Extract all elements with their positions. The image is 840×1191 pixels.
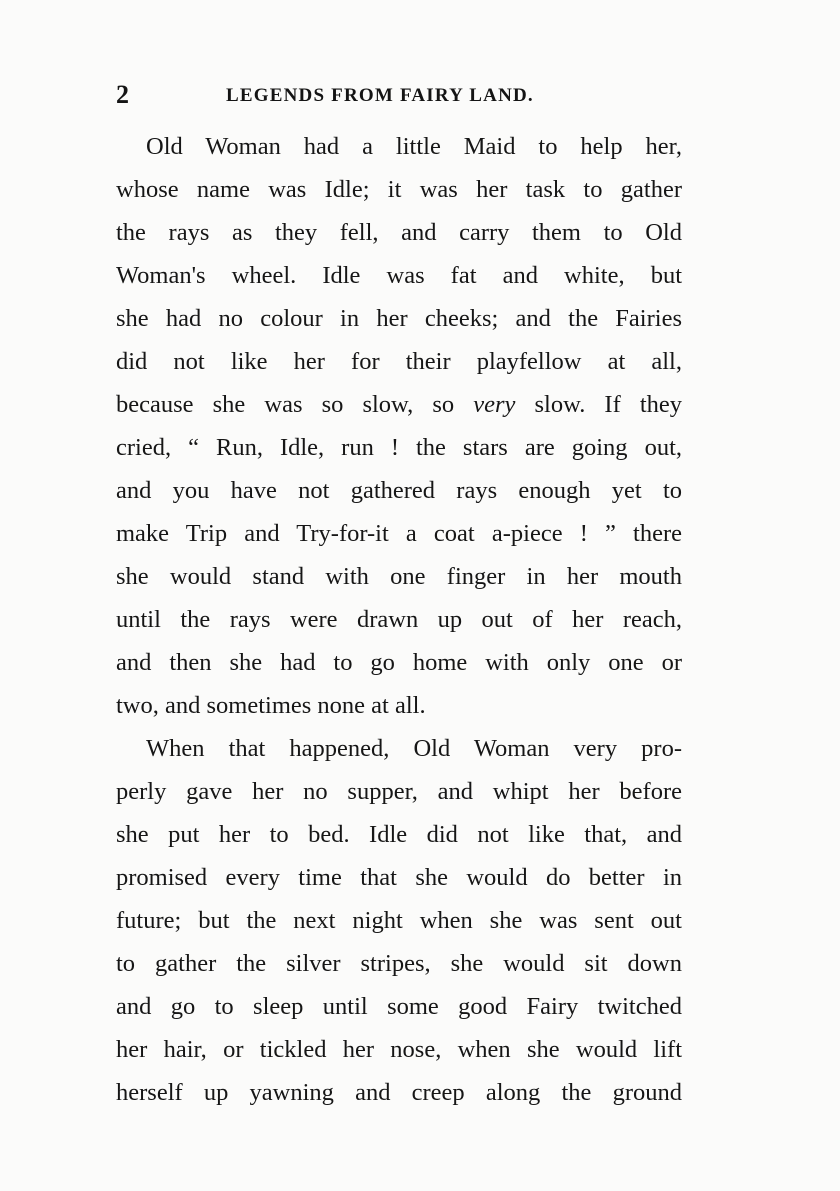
text-line: herself up yawning and creep along the ground — [116, 1079, 682, 1106]
text-line: until the rays were drawn up out of her reach, — [116, 606, 682, 633]
text-fragment: because she was so slow, so — [116, 391, 455, 418]
text-line: and then she had to go home with only one or — [116, 649, 682, 676]
text-line: she would stand with one finger in her mouth — [116, 563, 682, 590]
text-line: she put her to bed. Idle did not like that, and — [116, 821, 682, 848]
text-line: future; but the next night when she was sent out — [116, 907, 682, 934]
page-header — [116, 80, 682, 110]
text-line: promised every time that she would do better in — [116, 864, 682, 891]
text-line: make Trip and Try-for-it a coat a-piece ! ” there — [116, 520, 682, 547]
text-line: When that happened, Old Woman very pro- — [146, 735, 682, 762]
text-line: whose name was Idle; it was her task to gather — [116, 176, 682, 203]
emphasized-word: very — [473, 391, 516, 418]
text-line: to gather the silver stripes, she would sit down — [116, 950, 682, 977]
text-line: her hair, or tickled her nose, when she would lift — [116, 1036, 682, 1063]
text-line: she had no colour in her cheeks; and the Fairies — [116, 305, 682, 332]
text-line: cried, “ Run, Idle, run ! the stars are going out, — [116, 434, 682, 461]
text-line: did not like her for their playfellow at all, — [116, 348, 682, 375]
running-title: LEGENDS FROM FAIRY LAND. — [226, 85, 534, 106]
text-line: Old Woman had a little Maid to help her, — [146, 133, 682, 160]
text-line — [116, 386, 682, 424]
text-line: Woman's wheel. Idle was fat and white, but — [116, 262, 682, 289]
text-line: perly gave her no supper, and whipt her before — [116, 778, 682, 805]
page-number: 2 — [116, 80, 129, 109]
text-line: and you have not gathered rays enough yet to — [116, 477, 682, 504]
text-line: two, and sometimes none at all. — [116, 692, 426, 719]
text-line: and go to sleep until some good Fairy twitched — [116, 993, 682, 1020]
text-fragment: slow. If they — [534, 391, 682, 418]
text-line: the rays as they fell, and carry them to Old — [116, 219, 682, 246]
